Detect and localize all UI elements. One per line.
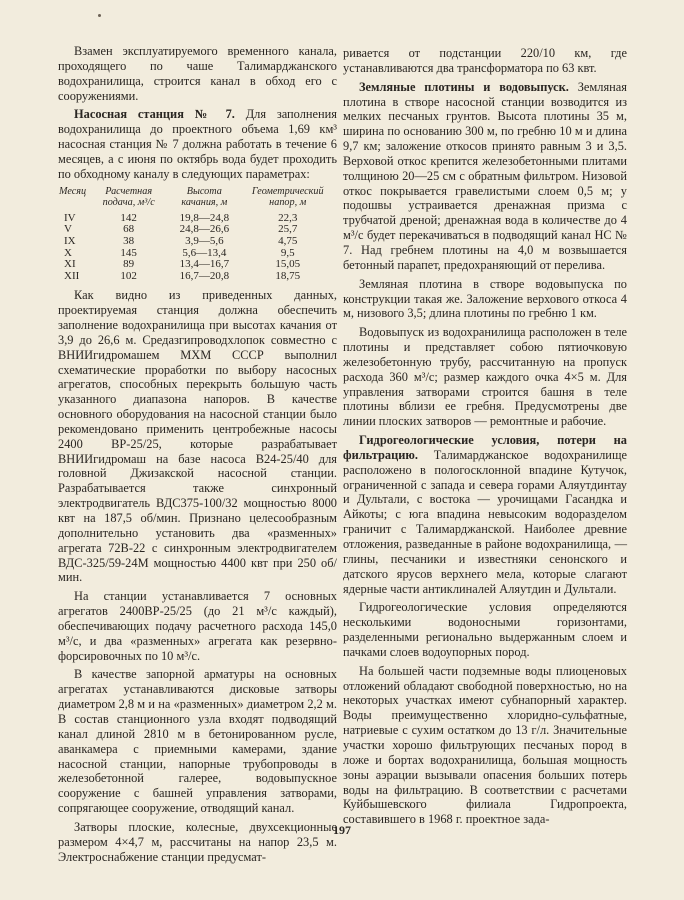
table-cell: 145 bbox=[120, 246, 137, 259]
table-cell: 5,6—13,4 bbox=[182, 246, 227, 259]
paragraph: Затворы плоские, колесные, двухсекционные размером 4×4,7 м, рассчитаны на напор 23,5 м. Электроснабжение станции предусмат- bbox=[58, 819, 337, 864]
table-header-row bbox=[58, 186, 337, 213]
table-cell: X bbox=[64, 246, 72, 259]
table-cell: 15,05 bbox=[275, 258, 301, 271]
print-speck bbox=[98, 14, 101, 17]
section-heading: Гидрогеологические условия, потери на фильтрацию. bbox=[343, 433, 627, 462]
table-header: Расчетная подача, м³/с bbox=[102, 185, 155, 209]
table-row bbox=[58, 271, 337, 283]
table-cell: 142 bbox=[120, 211, 137, 224]
paragraph: Водовыпуск из водохранилища расположен в теле плотины и представляет собою пятиочковую железобетонную трубу, рассчитанную на пропуск расхода 360 м³/с; размер каждого очка 4×5 м. Для управления затворами строится башня в теле плотины вблизи ее гребня. Предусмотрены две линии плоских затворов — ремонтные и рабочие. bbox=[343, 325, 627, 429]
table-header: Геометрический напор, м bbox=[251, 185, 324, 209]
section-heading: Земляные плотины и водовыпуск. bbox=[359, 79, 569, 94]
parameters-table bbox=[58, 186, 337, 283]
paragraph-hydrogeology bbox=[343, 433, 627, 596]
paragraph-text: Талимарджанское водохранилище расположено в пологосклонной впадине Кутучок, ограниченной с запада и севера горами Аляутдинтау и Дультали, с востока — урочищами Гасандка и Айкоты; с юга впадина невысоким водоразделом граничит с Талимарджанской. Наиболее древние отложения, разведанные в районе водохранилища, — глины, песчаники и известняки сенонского и датского ярусов верхнего мела, которые слагают ядерные части антиклиналей Аляутдин и Дультали. bbox=[343, 447, 627, 596]
table-cell: 4,75 bbox=[278, 234, 298, 247]
paragraph-continued: ривается от подстанции 220/10 км, где устанавливаются два трансформатора по 63 квт. bbox=[343, 46, 627, 75]
paragraph: Гидрогеологические условия определяются несколькими водоносными горизонтами, разделенными регионально выдержанным слоем и пачками слоев водоупорных пород. bbox=[343, 600, 627, 659]
right-column bbox=[343, 46, 627, 831]
table-cell: 16,7—20,8 bbox=[179, 269, 230, 282]
paragraph-dams bbox=[343, 80, 627, 273]
table-cell: 24,8—26,6 bbox=[179, 223, 230, 236]
paragraph: Земляная плотина в створе водовыпуска по конструкции такая же. Заложение верхового откоса 4 м, низового 3,5; длина плотины по гребню 1 км. bbox=[343, 276, 627, 321]
paragraph: Как видно из приведенных данных, проектируемая станция должна обеспечить заполнение водохранилища при высотах качания от 3,9 до 26,6 м. Средазгипроводхлопок совместно с ВНИИгидромашем МХМ СССР выполнил схематические проработки по выбору насосных агрегатов, способных перекрыть большую часть указанного диапазона напоров. В качестве основного оборудования на насосной станции было рекомендовано применить центробежные насосы 2400 ВР-25/25, которые разрабатывает ВНИИгидромаш на базе насоса В24-25/40 для головной Джизакской насосной станции. Разрабатывается также синхронный электродвигатель ВДС375-100/32 мощностью 8000 квт на 187,5 об/мин. Признано целесообразным дополнительно установить два «разменных» агрегата 72В-22 с синхронным электродвигателем ВДС-325/59-24М мощностью 4400 квт при 250 об/мин. bbox=[58, 288, 337, 585]
paragraph: На станции устанавливается 7 основных агрегатов 2400ВР-25/25 (до 21 м³/с каждый), обеспечивающих подачу расчетного расхода 145,0 м³/с, и два «разменных» агрегата как резервно-форсировочных по 10 м³/с. bbox=[58, 589, 337, 663]
table-cell: 22,3 bbox=[278, 211, 298, 224]
paragraph-pump-station bbox=[58, 107, 337, 181]
paragraph: Взамен эксплуатируемого временного канала, проходящего по чаше Талимарджанского водохранилища, строится канал в обход его с сооружениями. bbox=[58, 44, 337, 103]
paragraph: На большей части подземные воды плиоценовых отложений обладают свободной поверхностью, но на некоторых участках имеют субнапорный характер. Воды преимущественно хлоридно-сульфатные, натриевые с сухим остатком до 13 г/л. Значительные участки хорошо фильтрующих песчаных пород в ложе и бортах водохранилища, большая мощность зоны аэрации вызывали опасения больших потерь воды на фильтрацию. В соответствии с расчетами Куйбышевского филиала Гидропроекта, составившего в 1968 г. проектное зада- bbox=[343, 663, 627, 827]
table-cell: 18,75 bbox=[275, 269, 301, 282]
table-header: Месяц bbox=[59, 185, 87, 197]
table-row bbox=[58, 236, 337, 248]
table-cell: 68 bbox=[123, 223, 135, 236]
table-cell: XI bbox=[64, 258, 76, 271]
table-cell: 9,5 bbox=[280, 246, 295, 259]
table-cell: 13,4—16,7 bbox=[179, 258, 230, 271]
table-row bbox=[58, 259, 337, 271]
left-column bbox=[58, 44, 337, 868]
table-cell: IX bbox=[64, 234, 76, 247]
table-header: Высота качания, м bbox=[181, 185, 228, 209]
table-cell: XII bbox=[64, 269, 80, 282]
table-cell: 3,9—5,6 bbox=[185, 234, 224, 247]
table-cell: 19,8—24,8 bbox=[179, 211, 230, 224]
table-cell: 25,7 bbox=[278, 223, 298, 236]
paragraph: В качестве запорной арматуры на основных агрегатах устанавливаются дисковые затворы диаметром 2,8 м и на «разменных» диаметром 2,2 м. В состав станционного узла входят подводящий канал длиной 2810 м в бетонированном русле, аванкамера с приемными камерами, здание насосной станции, напорные трубопроводы в железобетонной галерее, водовыпускное сооружение с башней управления затворами, сопрягающее сооружение, отводящий канал. bbox=[58, 667, 337, 816]
table-cell: 102 bbox=[120, 269, 137, 282]
paragraph-text: Для заполнения водохранилища до проектного объема 1,69 км³ насосная станция № 7 должна работать в течение 6 месяцев, а с июня по октябрь вода будет проходить по обходному каналу в следующих параметрах: bbox=[58, 107, 337, 181]
paragraph-text: Земляная плотина в створе насосной станции возводится из мелких песчаных грунтов. Высота плотины 35 м, ширина по основанию 300 м, по гребню 10 м и длина 9,7 км; заложение откосов принято равным 3 и 3,5. Верховой откос крепится железобетонными плитами толщиною 20—25 см с обратным фильтром. Низовой откос покрывается гравелистыми слоем 0,5 м; у подошвы устраивается дренажная призма с трубчатой дреной; дренажная вода в количестве до 4 м³/с будет перекачиваться в подводящий канал НС № 7. Над гребнем плотины на 4,0 м возвышается бетонный парапет, предохраняющий от перелива. bbox=[343, 79, 627, 272]
table-cell: V bbox=[64, 223, 72, 236]
section-heading: Насосная станция № 7. bbox=[74, 107, 235, 122]
table-cell: 89 bbox=[123, 258, 135, 271]
page-number: 197 bbox=[333, 823, 351, 837]
table-cell: 38 bbox=[123, 234, 135, 247]
table-cell: IV bbox=[64, 211, 76, 224]
